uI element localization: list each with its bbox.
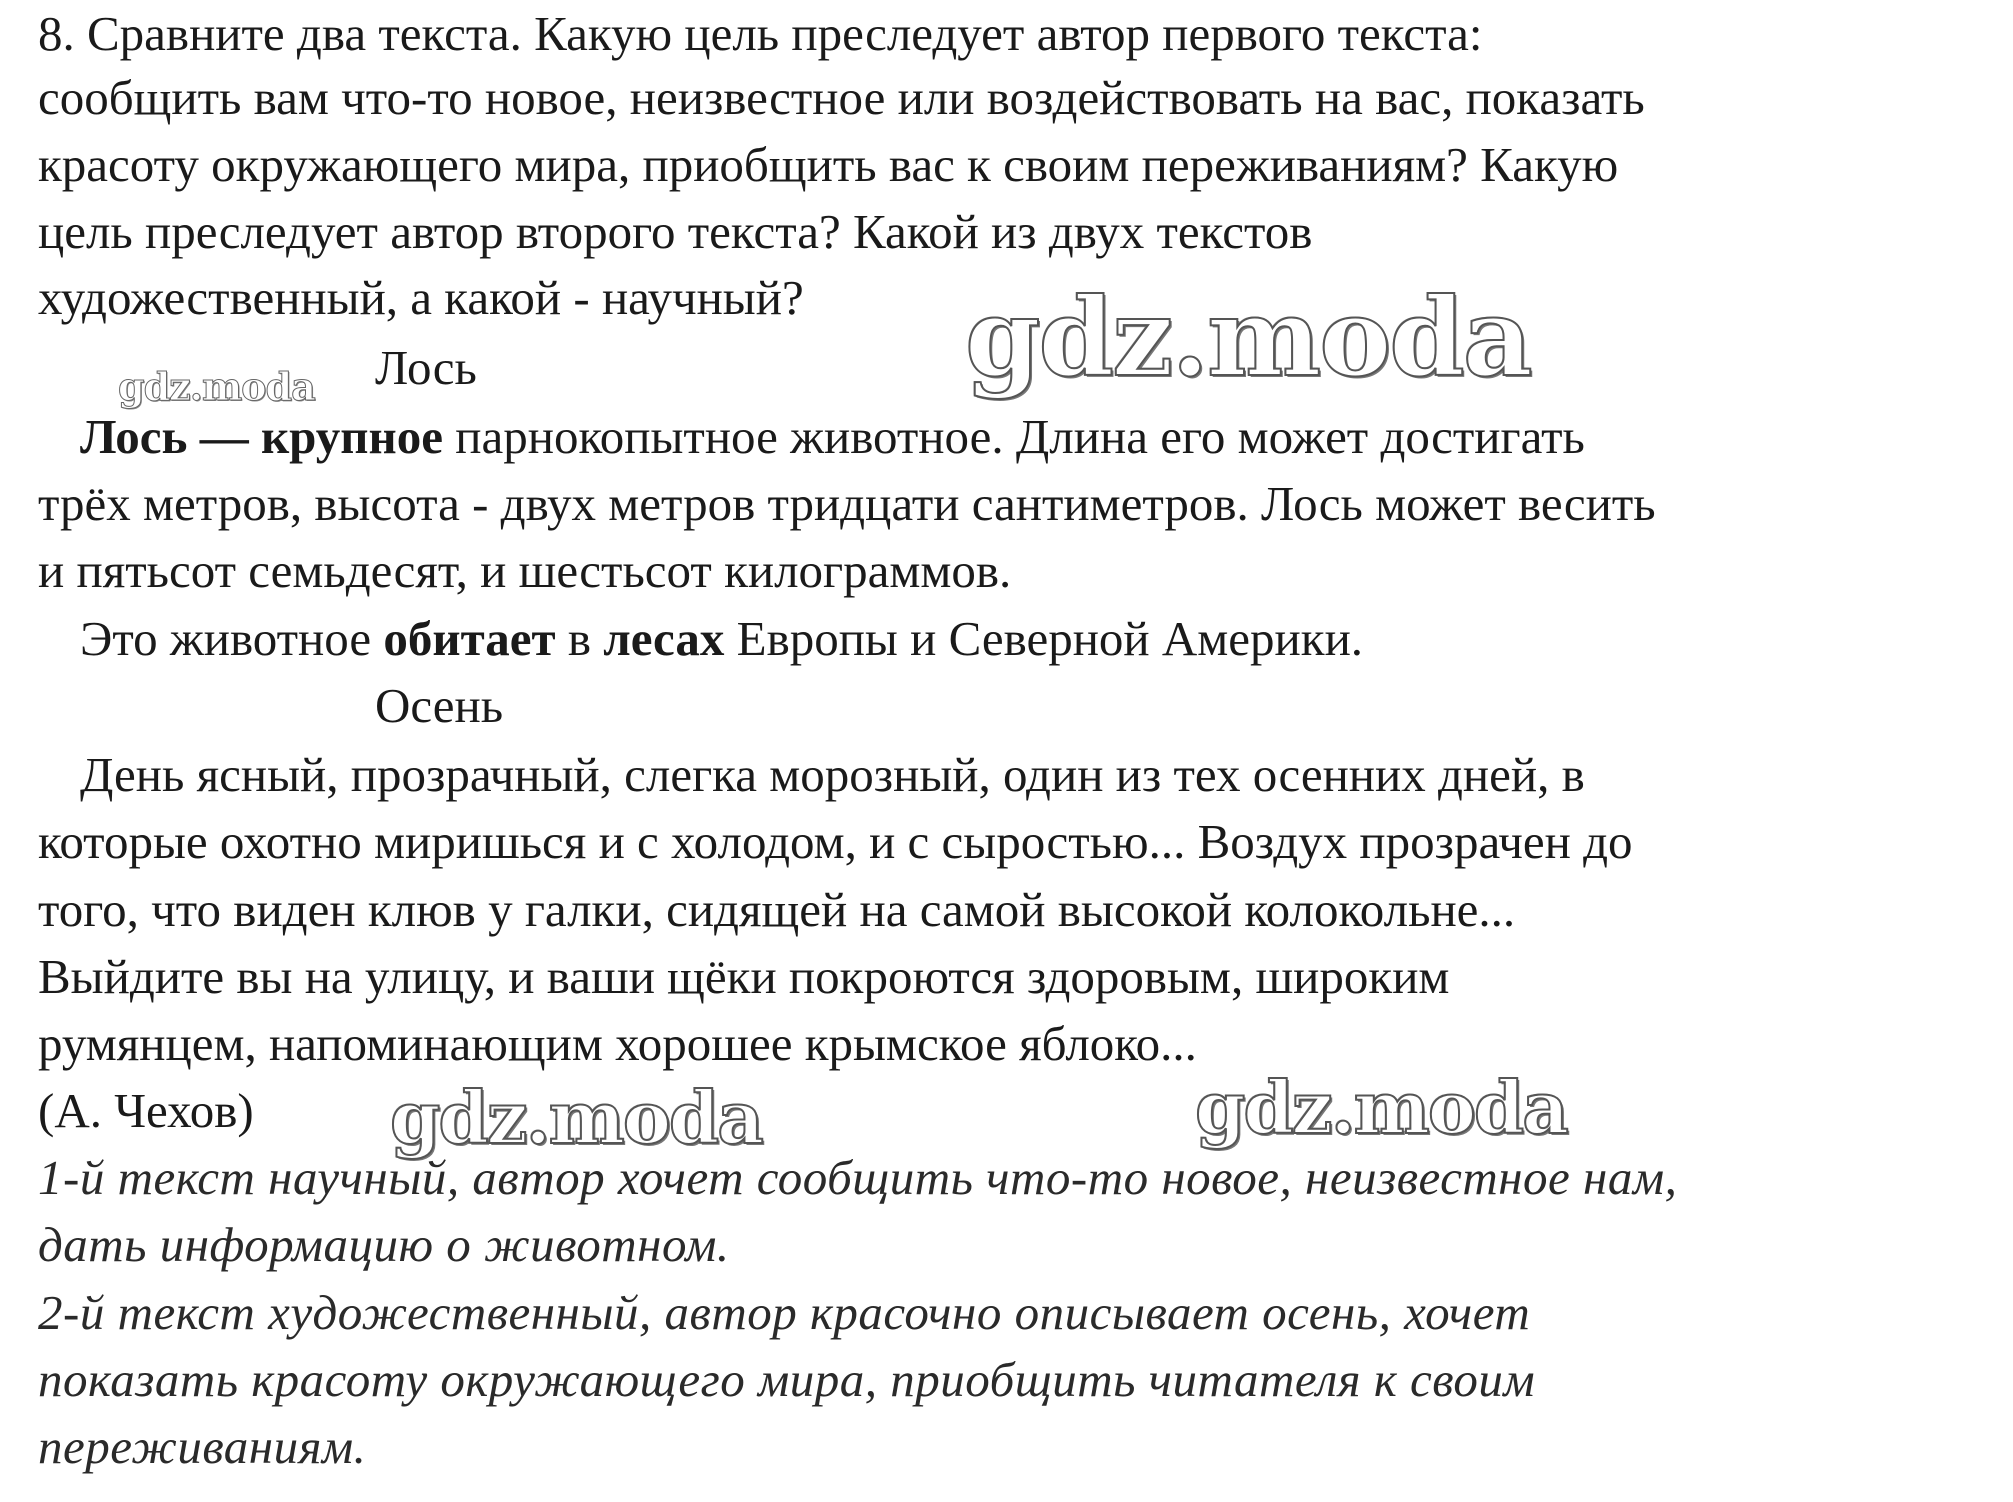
text2-line-1: День ясный, прозрачный, слегка морозный, один из тех осенних дней, в <box>80 747 1585 802</box>
task-line-1: 8. Сравните два текста. Какую цель преследует автор первого текста: <box>38 6 1483 61</box>
text2-line-4: Выйдите вы на улицу, и ваши щёки покроются здоровым, широким <box>38 949 1450 1004</box>
answer-line-4: показать красоту окружающего мира, приобщить читателя к своим <box>38 1352 1536 1407</box>
text1-paragraph1-line1 <box>80 403 1585 471</box>
watermark-logo-bottom-right: gdz.moda <box>1195 1065 1567 1150</box>
text2-title: Осень <box>375 678 504 733</box>
answer-line-2: дать информацию о животном. <box>38 1217 730 1272</box>
task-line-2: сообщить вам что-то новое, неизвестное или воздействовать на вас, показать <box>38 70 1645 125</box>
answer-line-5: переживаниям. <box>38 1419 367 1474</box>
task-line-4: цель преследует автор второго текста? Какой из двух текстов <box>38 204 1313 259</box>
watermark-logo-large: gdz.moda <box>965 275 1531 401</box>
text1-p2-a: Это животное <box>80 611 384 666</box>
text1-p2-bold-lives: обитает <box>383 611 556 666</box>
text2-line-3: того, что виден клюв у галки, сидящей на самой высокой колокольне... <box>38 882 1516 937</box>
text1-p2-c: в <box>555 611 604 666</box>
task-line-5: художественный, а какой - научный? <box>38 270 804 325</box>
text1-paragraph1-line2: трёх метров, высота - двух метров тридцати сантиметров. Лось может весить <box>38 476 1656 531</box>
text2-line-2: которые охотно миришься и с холодом, и с сыростью... Воздух прозрачен до <box>38 814 1633 869</box>
text1-paragraph2 <box>80 605 1363 673</box>
text2-author: (А. Чехов) <box>38 1083 254 1138</box>
text1-paragraph1-line3: и пятьсот семьдесят, и шестьсот килограммов. <box>38 543 1012 598</box>
text1-p1-rest: парнокопытное животное. Длина его может достигать <box>443 409 1585 464</box>
answer-line-3: 2-й текст художественный, автор красочно описывает осень, хочет <box>38 1285 1531 1340</box>
text1-p2-bold-forests: лесах <box>603 611 725 666</box>
text1-bold-phrase: Лось — крупное <box>80 409 444 464</box>
task-line-3: красоту окружающего мира, приобщить вас к своим переживаниям? Какую <box>38 137 1619 192</box>
text2-line-5: румянцем, напоминающим хорошее крымское яблоко... <box>38 1016 1197 1071</box>
answer-line-1: 1-й текст научный, автор хочет сообщить что-то новое, неизвестное нам, <box>38 1150 1678 1205</box>
text1-p2-e: Европы и Северной Америки. <box>724 611 1364 666</box>
watermark-logo-bottom-left: gdz.moda <box>390 1075 762 1160</box>
watermark-logo-small: gdz.moda <box>118 364 315 409</box>
text1-title: Лось <box>375 340 477 395</box>
